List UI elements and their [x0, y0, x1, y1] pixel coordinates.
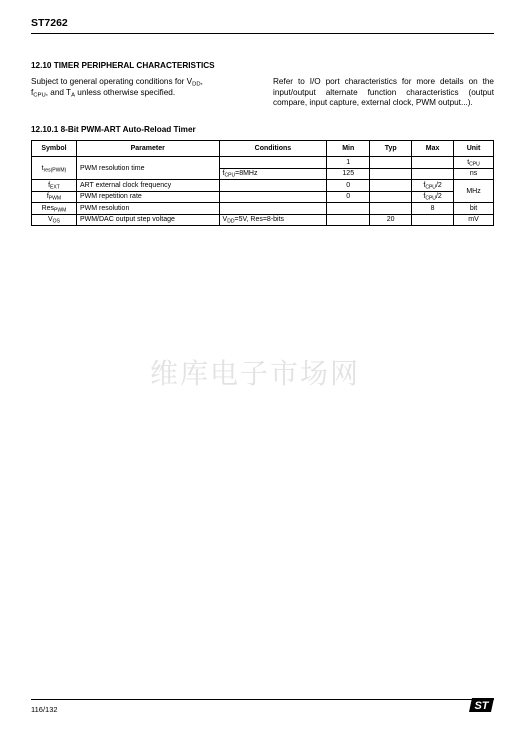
cell-conditions — [219, 180, 327, 192]
cell-conditions — [219, 203, 327, 215]
header-parameter: Parameter — [76, 141, 219, 157]
cell-symbol: $V_{OS}$ — [32, 214, 77, 226]
cell-symbol: $t_{res(PWM)}$ — [32, 157, 77, 180]
page-number: 116/132 — [31, 705, 58, 714]
cell-unit: mV — [454, 214, 494, 226]
header-conditions: Conditions — [219, 141, 327, 157]
cell-symbol: $f_{PWM}$ — [32, 191, 77, 203]
cell-parameter: PWM resolution time — [76, 157, 219, 180]
table-row — [32, 157, 494, 169]
cell-unit: MHz — [454, 180, 494, 203]
cell-parameter: ART external clock frequency — [76, 180, 219, 192]
header-symbol: Symbol — [32, 141, 77, 157]
header-divider — [31, 33, 494, 34]
table-row — [32, 191, 494, 203]
cell-conditions: $f_{CPU}=8MHz$ — [219, 168, 327, 180]
cell-min: 0 — [327, 191, 370, 203]
cell-typ — [370, 191, 412, 203]
cell-max: $f_{CPU}/2$ — [412, 191, 454, 203]
cell-unit: bit — [454, 203, 494, 215]
intro-paragraph-left: Subject to general operating conditions for $V_{DD}$, $f_{CPU}$, and $T_A$ unless otherwise specified. — [31, 77, 203, 98]
timer-characteristics-table — [31, 140, 494, 226]
cell-parameter: PWM repetition rate — [76, 191, 219, 203]
st-logo-icon — [469, 698, 494, 712]
cell-max: $f_{CPU}/2$ — [412, 180, 454, 192]
table-row — [32, 214, 494, 226]
watermark: 维库电子市场网 — [150, 357, 361, 390]
cell-min: 125 — [327, 168, 370, 180]
cell-typ — [370, 157, 412, 169]
subsection-heading: 12.10.1 8-Bit PWM-ART Auto-Reload Timer — [31, 125, 196, 134]
cell-conditions — [219, 157, 327, 169]
cell-parameter: PWM resolution — [76, 203, 219, 215]
cell-min — [327, 214, 370, 226]
header-typ: Typ — [370, 141, 412, 157]
cell-conditions — [219, 191, 327, 203]
cell-max — [412, 157, 454, 169]
cell-max — [412, 168, 454, 180]
footer-divider — [31, 699, 494, 700]
cell-typ — [370, 168, 412, 180]
cell-symbol: $f_{EXT}$ — [32, 180, 77, 192]
cell-conditions: $V_{DD}=5V$, Res=8-bits — [219, 214, 327, 226]
table-row — [32, 203, 494, 215]
cell-min — [327, 203, 370, 215]
intro-paragraph-right: Refer to I/O port characteristics for more details on the input/output alternate function characteristics (output compare, input capture, external clock, PWM output...). — [273, 77, 494, 107]
cell-unit: ns — [454, 168, 494, 180]
header-min: Min — [327, 141, 370, 157]
cell-typ — [370, 180, 412, 192]
table-row — [32, 180, 494, 192]
cell-parameter: PWM/DAC output step voltage — [76, 214, 219, 226]
table-header-row — [32, 141, 494, 157]
cell-unit: $t_{CPU}$ — [454, 157, 494, 169]
logo-text: ST — [474, 700, 489, 712]
cell-max — [412, 214, 454, 226]
header-unit: Unit — [454, 141, 494, 157]
cell-min: 0 — [327, 180, 370, 192]
cell-symbol: Res$_{PWM}$ — [32, 203, 77, 215]
header-max: Max — [412, 141, 454, 157]
section-heading: 12.10 TIMER PERIPHERAL CHARACTERISTICS — [31, 61, 215, 70]
cell-min: 1 — [327, 157, 370, 169]
cell-max: 8 — [412, 203, 454, 215]
cell-typ — [370, 203, 412, 215]
cell-typ: 20 — [370, 214, 412, 226]
document-title: ST7262 — [31, 17, 68, 29]
